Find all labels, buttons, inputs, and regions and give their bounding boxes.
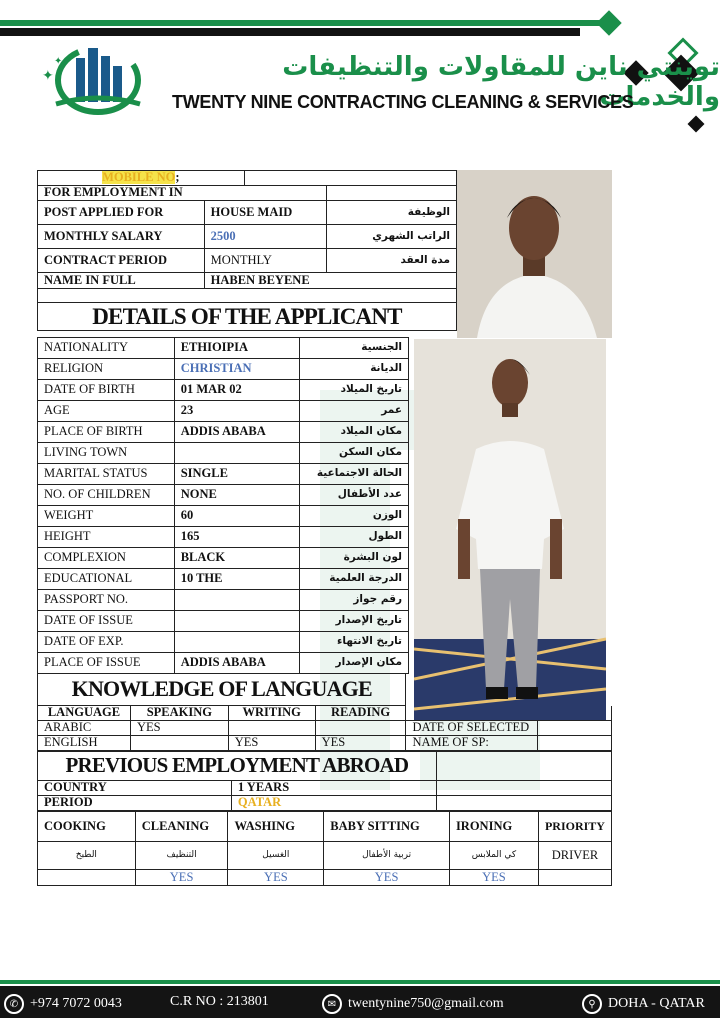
details-label: PASSPORT NO. — [38, 590, 175, 611]
language-english: ENGLISH — [38, 736, 131, 751]
footer-green-stripe — [0, 980, 720, 984]
monthly-salary-ar: الراتب الشهري — [327, 225, 457, 249]
details-value: ETHIOIPIA — [174, 338, 300, 359]
period-value: QATAR — [231, 796, 436, 811]
header-black-stripe — [0, 28, 580, 36]
period-blank — [436, 796, 611, 811]
details-row — [38, 632, 409, 653]
details-arabic-label: مكان الميلاد — [300, 422, 409, 443]
details-value: 10 THE — [174, 569, 300, 590]
details-value — [174, 611, 300, 632]
details-row — [38, 401, 409, 422]
cooking-ar: الطبخ — [38, 842, 136, 870]
ironing-value: YES — [449, 870, 538, 886]
svg-text:✦: ✦ — [42, 68, 54, 84]
details-value: ADDIS ABABA — [174, 653, 300, 674]
details-value: NONE — [174, 485, 300, 506]
date-selected-value — [538, 721, 612, 736]
baby-sitting-value: YES — [324, 870, 450, 886]
arabic-writing — [228, 721, 315, 736]
arabic-speaking: YES — [130, 721, 228, 736]
details-row — [38, 506, 409, 527]
monthly-salary-label: MONTHLY SALARY — [38, 225, 205, 249]
monthly-salary-value: 2500 — [204, 225, 327, 249]
reading-header: READING — [315, 706, 406, 721]
details-value: CHRISTIAN — [174, 359, 300, 380]
skills-table — [37, 811, 612, 886]
details-title: DETAILS OF THE APPLICANT — [38, 303, 457, 331]
details-arabic-label: عدد الأطفال — [300, 485, 409, 506]
details-arabic-label: الحالة الاجتماعية — [300, 464, 409, 485]
for-employment-label: FOR EMPLOYMENT IN — [38, 186, 327, 201]
english-writing: YES — [228, 736, 315, 751]
post-applied-ar: الوظيفة — [327, 201, 457, 225]
details-label: NO. OF CHILDREN — [38, 485, 175, 506]
details-arabic-label: تاريخ الإصدار — [300, 611, 409, 632]
contract-period-label: CONTRACT PERIOD — [38, 249, 205, 273]
cooking-value — [38, 870, 136, 886]
country-label: COUNTRY — [38, 781, 232, 796]
writing-header: WRITING — [228, 706, 315, 721]
details-row — [38, 443, 409, 464]
details-value — [174, 590, 300, 611]
details-value: BLACK — [174, 548, 300, 569]
post-applied-label: POST APPLIED FOR — [38, 201, 205, 225]
details-value: 23 — [174, 401, 300, 422]
decor-diamond-black-tiny — [688, 116, 705, 133]
decor-diamond-green — [596, 10, 621, 35]
details-row — [38, 380, 409, 401]
baby-sitting-header: BABY SITTING — [324, 812, 450, 842]
priority-blank-value — [538, 870, 611, 886]
date-selected-label: DATE OF SELECTED — [406, 721, 538, 736]
details-row — [38, 485, 409, 506]
details-arabic-label: مكان الإصدار — [300, 653, 409, 674]
previous-title-blank — [436, 752, 611, 781]
details-arabic-label: الطول — [300, 527, 409, 548]
cleaning-value: YES — [135, 870, 228, 886]
washing-value: YES — [228, 870, 324, 886]
country-blank — [436, 781, 611, 796]
details-value — [174, 443, 300, 464]
details-arabic-label: عمر — [300, 401, 409, 422]
footer-location — [582, 994, 705, 1014]
details-table — [37, 337, 409, 674]
details-label: RELIGION — [38, 359, 175, 380]
mobile-colon: ; — [175, 170, 180, 185]
ironing-ar: كي الملابس — [449, 842, 538, 870]
period-label: PERIOD — [38, 796, 232, 811]
speaking-header: SPEAKING — [130, 706, 228, 721]
footer-cr — [170, 994, 269, 1010]
details-label: PLACE OF ISSUE — [38, 653, 175, 674]
cleaning-header: CLEANING — [135, 812, 228, 842]
details-label: LIVING TOWN — [38, 443, 175, 464]
details-row — [38, 611, 409, 632]
name-in-full-value: HABEN BEYENE — [204, 273, 456, 289]
details-value: ADDIS ABABA — [174, 422, 300, 443]
footer-cr-text: C.R NO : 213801 — [170, 994, 269, 1009]
footer-bar — [0, 986, 720, 1018]
language-title: KNOWLEDGE OF LANGUAGE — [38, 674, 406, 706]
for-employment-value — [327, 186, 457, 201]
svg-text:✦: ✦ — [54, 56, 63, 67]
details-label: AGE — [38, 401, 175, 422]
details-row — [38, 422, 409, 443]
name-sp-label: NAME OF SP: — [406, 736, 538, 751]
details-label: WEIGHT — [38, 506, 175, 527]
details-label: DATE OF BIRTH — [38, 380, 175, 401]
language-title-blank — [406, 674, 612, 706]
details-label: DATE OF ISSUE — [38, 611, 175, 632]
previous-title: PREVIOUS EMPLOYMENT ABROAD — [38, 752, 437, 781]
footer-email — [322, 994, 504, 1014]
priority-header: PRIORITY — [538, 812, 611, 842]
details-value: 01 MAR 02 — [174, 380, 300, 401]
details-arabic-label: رقم جواز — [300, 590, 409, 611]
details-arabic-label: تاريخ الميلاد — [300, 380, 409, 401]
contract-period-value: MONTHLY — [204, 249, 327, 273]
country-value: 1 YEARS — [231, 781, 436, 796]
post-applied-value: HOUSE MAID — [204, 201, 327, 225]
previous-employment-table — [37, 751, 612, 811]
details-arabic-label: الجنسية — [300, 338, 409, 359]
language-table — [37, 673, 612, 751]
details-row — [38, 653, 409, 674]
washing-ar: الغسيل — [228, 842, 324, 870]
company-name-english: TWENTY NINE CONTRACTING CLEANING & SERVICES — [172, 92, 634, 112]
english-speaking — [130, 736, 228, 751]
mobile-value — [244, 171, 456, 186]
baby-sitting-ar: تربية الأطفال — [324, 842, 450, 870]
applicant-full-photo — [414, 339, 606, 721]
details-row — [38, 527, 409, 548]
details-label: DATE OF EXP. — [38, 632, 175, 653]
details-value: 60 — [174, 506, 300, 527]
details-label: MARITAL STATUS — [38, 464, 175, 485]
washing-header: WASHING — [228, 812, 324, 842]
ironing-header: IRONING — [449, 812, 538, 842]
cleaning-ar: التنظيف — [135, 842, 228, 870]
details-arabic-label: لون البشرة — [300, 548, 409, 569]
mobile-label-cell — [38, 171, 245, 186]
company-logo — [36, 38, 146, 118]
email-icon: ✉ — [322, 994, 342, 1014]
location-pin-icon: ⚲ — [582, 994, 602, 1014]
language-header-blank — [406, 706, 612, 721]
details-arabic-label: الوزن — [300, 506, 409, 527]
details-arabic-label: الدرجة العلمية — [300, 569, 409, 590]
footer-phone — [4, 994, 122, 1014]
language-header: LANGUAGE — [38, 706, 131, 721]
footer-email-text: twentynine750@gmail.com — [348, 996, 504, 1011]
header-green-stripe — [0, 20, 605, 26]
details-label: HEIGHT — [38, 527, 175, 548]
details-label: COMPLEXION — [38, 548, 175, 569]
details-arabic-label: تاريخ الانتهاء — [300, 632, 409, 653]
details-row — [38, 569, 409, 590]
details-row — [38, 338, 409, 359]
spacer-row — [38, 289, 457, 303]
details-value — [174, 632, 300, 653]
applicant-portrait-photo — [457, 170, 612, 338]
priority-value: DRIVER — [538, 842, 611, 870]
mobile-label: MOBILE NO — [102, 170, 176, 185]
details-arabic-label: الديانة — [300, 359, 409, 380]
details-arabic-label: مكان السكن — [300, 443, 409, 464]
english-reading: YES — [315, 736, 406, 751]
details-row — [38, 548, 409, 569]
footer-phone-text: +974 7072 0043 — [30, 996, 122, 1011]
phone-icon: ✆ — [4, 994, 24, 1014]
company-name-arabic: توينتي ناين للمقاولات والتنظيفات والخدمات — [282, 52, 720, 112]
footer-location-text: DOHA - QATAR — [608, 996, 705, 1011]
name-in-full-label: NAME IN FULL — [38, 273, 205, 289]
language-arabic: ARABIC — [38, 721, 131, 736]
name-sp-value — [538, 736, 612, 751]
details-row — [38, 464, 409, 485]
contract-period-ar: مدة العقد — [327, 249, 457, 273]
details-row — [38, 359, 409, 380]
details-row — [38, 590, 409, 611]
employment-table — [37, 170, 457, 331]
details-value: 165 — [174, 527, 300, 548]
details-value: SINGLE — [174, 464, 300, 485]
details-label: PLACE OF BIRTH — [38, 422, 175, 443]
details-label: NATIONALITY — [38, 338, 175, 359]
details-label: EDUCATIONAL — [38, 569, 175, 590]
cooking-header: COOKING — [38, 812, 136, 842]
arabic-reading — [315, 721, 406, 736]
